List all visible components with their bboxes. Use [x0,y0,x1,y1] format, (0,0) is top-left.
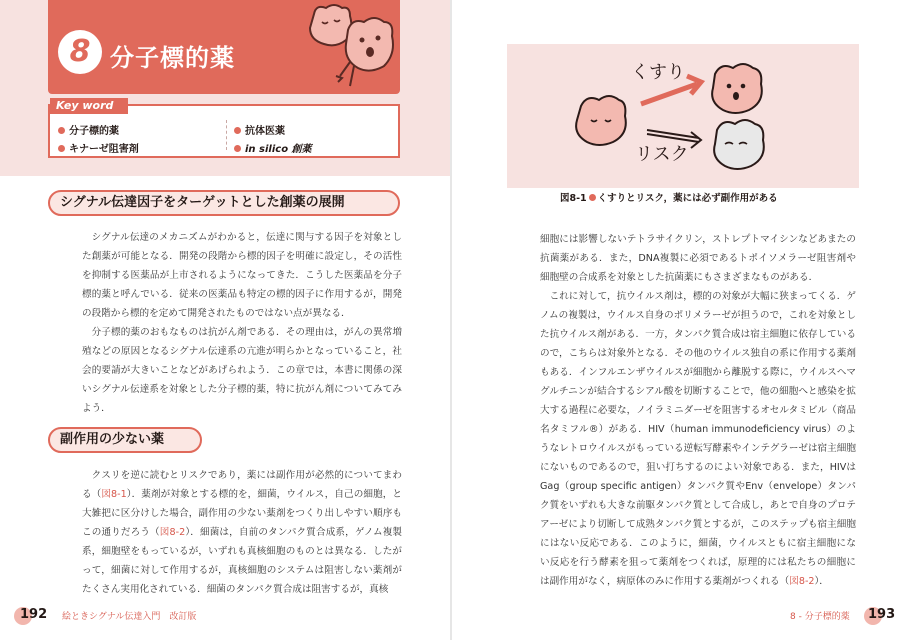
chapter-number: 8 [58,30,102,74]
figure-label-kusuri: くすり [631,62,685,83]
paragraph: クスリを逆に読むとリスクであり，薬には副作用が必然的についてまわる（図8-1）．薬剤が対象とする標的を，細菌，ウイルス，自己の細胞，と大雑把に区分けした場合，副作用の少ない薬剤をつくり出しやすい順序もこの通りだろう（図8-2）．細菌は，自前のタンパク質合成系，ゲノム複製系，細胞壁をもっているが，いずれも真核細胞のものとは異なる．したがって，細菌に対して作用するが，真核細胞のシステムは阻害しない薬剤がたくさん実用化されている．細菌のタンパク質合成は阻害するが，真核 [82,470,403,595]
figure-8-1 [507,44,859,188]
bullet-dot [58,127,65,134]
section-heading: 副作用の少ない薬 [48,427,202,453]
keyword-divider [226,120,227,150]
paragraph: 分子標的薬のおもなものは抗がん剤である．その理由は，がんの異常増殖などの原因となるシグナル伝達系の亢進が明らかとなっていること，社会的要請が大きいことなどがあげられよう．この章では，本書に関係の深いシグナル伝達系を対象とした分子標的薬，特に抗がん剤についてみてみよう． [82,327,402,414]
bullet-dot [234,145,241,152]
bullet-dot [234,127,241,134]
keyword-item: 分子標的薬 [58,122,119,137]
section-heading: シグナル伝達因子をターゲットとした創薬の展開 [48,190,400,216]
paragraph: 細胞には影響しないテトラサイクリン，ストレプトマイシンなどあまたの抗菌薬がある．また，DNA複製に必須であるトポイソメラーゼ阻害剤や細胞壁の合成系を対象とした抗菌薬にもさまざまなものがある． [540,234,856,283]
chapter-title: 分子標的薬 [110,44,235,72]
right-page-body [540,230,856,591]
figure-caption: 図8-1 くすりとリスク，薬には必ず副作用がある [560,193,778,204]
figure-illustration [507,44,859,188]
paragraph: これに対して，抗ウイルス剤は，標的の対象が大幅に狭まってくる．ゲノムの複製は，ウイルス自身のポリメラーゼが担うので，これを対象とした抗ウイルス剤がある．一方，タンパク質合成は宿主細胞に依存しているので，こちらは対象外となる．その他のウイルス独自の系に作用する薬剤もある．インフルエンザウイルスが細胞から離脱する際に，ウイルスヘマグルチニンが結合するシアル酸を切断することで，他の細胞へと感染を拡大する過程に必要な，ノイラミニダーゼを阻害するオセルタミビル（商品名タミフル®）がある．HIV（human immunodeficiency virus）のようなレトロウイルスがもっている逆転写酵素やインテグラーゼは宿主細胞にないものであるので，狙い打ちするのによい対象である．また，HIVはGag（group specific antigen）タンパク質やEnv（envelope）タンパク質をいずれも大きな前駆タンパク質として合成し，あとで自身のプロテアーゼにより切断して成熟タンパク質とするが，このステップも宿主細胞にはない反応である．このように，細菌，ウイルスともに宿主細胞にない反応を行う酵素を狙って薬剤をつくれば，原理的には私たちの細胞には副作用がなく，病原体のみに作用する薬剤がつくれる（図8-2）． [540,291,856,587]
running-title: 8 - 分子標的薬 [790,612,850,622]
keyword-item: キナーゼ阻害剤 [58,140,139,155]
paragraph: シグナル伝達のメカニズムがわかると，伝達に関与する因子を対象とした創薬が可能となる．開発の段階から標的因子を明確に設定し，その活性を抑制する医薬品が上市されるようになってきた．こうした医薬品を分子標的薬と呼んでいる．従来の医薬品も特定の標的因子に作用するが，開発の段階から標的を定めて開発されたものではない点が異なる． [82,232,402,319]
page-number: 192 [20,607,48,622]
figure-reference[interactable]: 図8-2 [159,527,186,538]
section-body [82,466,402,599]
keyword-tag: Key word [50,98,128,114]
section-body [82,228,402,418]
figure-label-risk: リスク [635,144,689,165]
running-title: 絵ときシグナル伝達入門 改訂版 [62,612,197,622]
bullet-dot [58,145,65,152]
caption-dot [589,194,596,201]
figure-reference[interactable]: 図8-2 [789,576,815,587]
figure-reference[interactable]: 図8-1 [101,489,127,500]
mascot-illustration [296,0,402,96]
keyword-item: 抗体医薬 [234,122,285,137]
keyword-item: in silico 創薬 [234,140,312,155]
page-number: 193 [868,607,896,622]
